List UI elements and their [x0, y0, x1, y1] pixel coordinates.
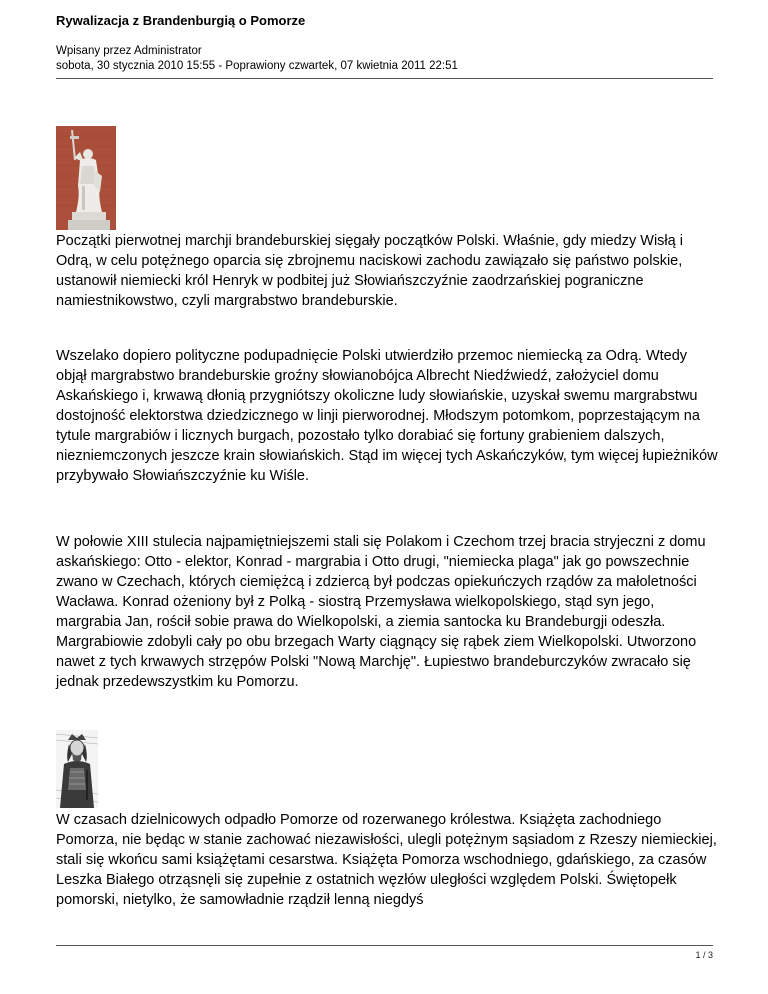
- paragraph: Początki pierwotnej marchji brandeburskiej sięgały początków Polski. Właśnie, gdy miedzy Wisłą i Odrą, w celu potężnego oparcia się zbrojnemu naciskowi zachodu zawiązało się państwo polskie, ustanowił niemiecki król Henryk w podbitej już Słowiańszczyźnie zaodrzańskiej pograniczne namiestnikowstwo, czyli margrabstwo brandeburskie.: [56, 233, 683, 309]
- date-line: sobota, 30 stycznia 2010 15:55 - Poprawiony czwartek, 07 kwietnia 2011 22:51: [56, 60, 458, 72]
- statue-image: [56, 126, 116, 230]
- document-title: Rywalizacja z Brandenburgią o Pomorze: [56, 13, 306, 28]
- paragraph: W czasach dzielnicowych odpadło Pomorze od rozerwanego królestwa. Książęta zachodniego Pomorza, nie będąc w stanie zachować niezawisłości, ulegli potężnym sąsiadom z Rzeszy niemieckiej, stali się wkońcu sami książętami cesarstwa. Książęta Pomorza wschodniego, gdańskiego, za czasów Leszka Białego otrząsnęli się zupełnie z ostatnich węzłów uległości względem Polski. Świętopełk pomorski, nietylko, że samowładnie rządził lenną niegdyś: [56, 812, 717, 908]
- portrait-engraving: [56, 730, 98, 808]
- page-number: 1 / 3: [695, 950, 713, 960]
- paragraph: W połowie XIII stulecia najpamiętniejszemi stali się Polakom i Czechom trzej bracia stryjeczni z domu askańskiego: Otto - elektor, Konrad - margrabia i Otto drugi, "niemiecka plaga" jak go powszechnie zwano w Czechach, których ciemiężcą i zdziercą był podczas opiekuńczych rządów za małoletności Wacława. Konrad ożeniony był z Polką - siostrą Przemysława wielkopolskiego, stąd syn jego, margrabia Jan, rościł sobie prawa do Wielkopolski, a ziemia santocka ku Brandeburgji odeszła. Margrabiowie zdobyli cały po obu brzegach Warty ciągnący się rąbek ziem Wielkopolski. Utworzono nawet z tych krwawych strzępów Polski "Nową Marchję". Łupiestwo brandeburczyków zwracało się jednak przedewszystkim ku Pomorzu.: [56, 534, 706, 690]
- header-divider: [56, 78, 713, 79]
- paragraph: Wszelako dopiero polityczne podupadnięcie Polski utwierdziło przemoc niemiecką za Odrą. Wtedy objął margrabstwo brandeburskie groźny słowianobójca Albrecht Niedźwiedź, założyciel domu Askańskiego i, krwawą dłonią przygniótszy okoliczne ludy słowiańskie, uzyskał swemu margrabstwu dostojność elektorstwa dziedzicznego w linji pierworodnej. Młodszym potomkom, poprzestającym na tytule margrabiów i licznych burgach, pozostało tylko dorabiać się fortuny grabieniem dalszych, niezniemczonych jeszcze krain słowiańskich. Stąd im więcej tych Askańczyków, tym więcej łupieżników przybywało Słowiańszczyźnie ku Wiśle.: [56, 348, 718, 484]
- author-line: Wpisany przez Administrator: [56, 45, 202, 57]
- footer-divider: [56, 945, 713, 946]
